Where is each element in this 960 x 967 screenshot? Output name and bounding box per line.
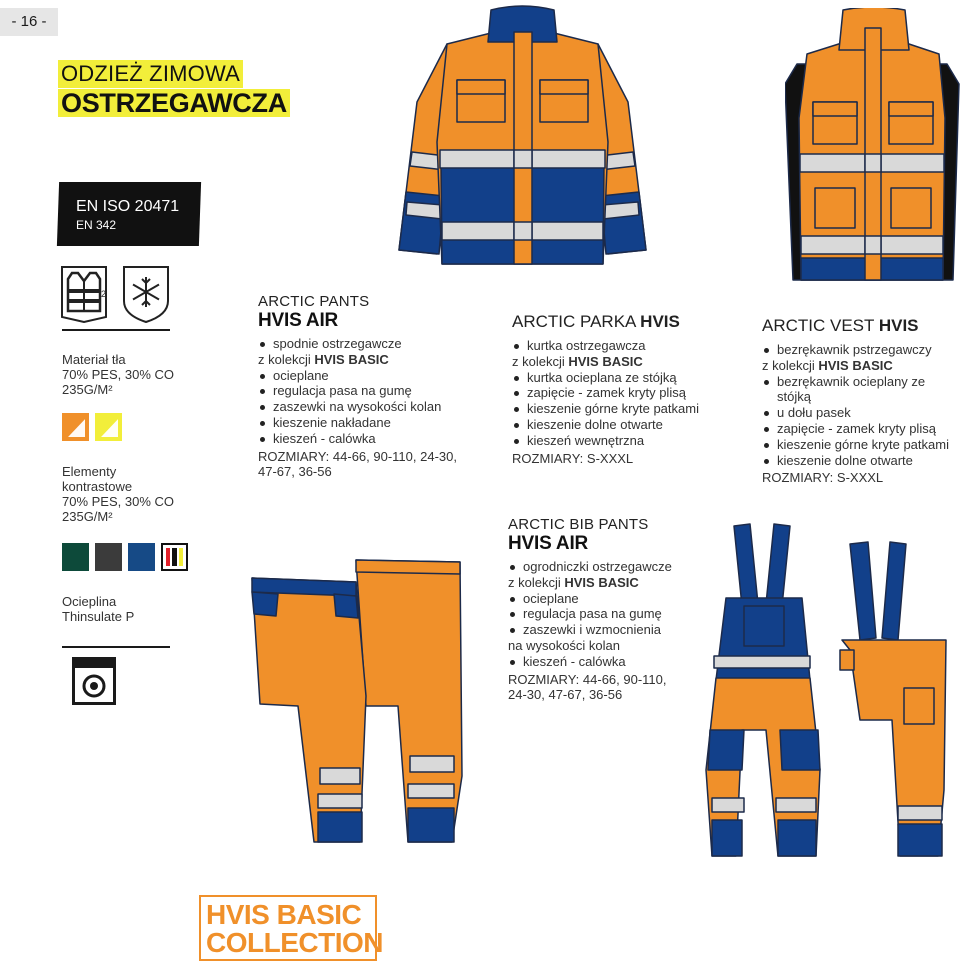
product-line: HVIS AIR bbox=[258, 310, 339, 331]
insulation-material: Ocieplina Thinsulate P bbox=[62, 594, 135, 624]
contrast-material: Elementy kontrastowe 70% PES, 30% CO 235G/M² bbox=[62, 464, 174, 524]
product-name: ARCTIC PANTS bbox=[258, 293, 370, 310]
page-title-line1: ODZIEŻ ZIMOWA bbox=[58, 60, 243, 88]
page-number: - 16 - bbox=[0, 8, 58, 36]
arctic-bib-pants-info: ARCTIC BIB PANTS HVIS AIR ogrodniczki ostrzegawcze z kolekcji HVIS BASIC ocieplane regulacja pasa na gumę zaszewki i wzmocnienia na wysokości kolan kieszeń - calówka ROZMIARY: 44-66, 90-110, 24-30, 47-67, 36-56 bbox=[508, 516, 708, 703]
logo-line2: COLLECTION bbox=[206, 927, 383, 958]
arctic-pants-illustration bbox=[248, 556, 466, 846]
standard-primary: EN ISO 20471 bbox=[76, 198, 180, 215]
graphite-color-swatch bbox=[95, 543, 122, 571]
divider bbox=[62, 329, 170, 331]
arctic-vest-illustration bbox=[785, 8, 960, 286]
washing-machine-icon bbox=[72, 657, 116, 705]
yellow-fabric-swatch bbox=[95, 413, 122, 441]
cold-protection-icon bbox=[120, 265, 172, 323]
arctic-bib-pants-illustration bbox=[700, 520, 960, 862]
standard-secondary: EN 342 bbox=[76, 218, 117, 232]
class-number: 2 bbox=[101, 289, 107, 299]
arctic-parka-illustration bbox=[395, 2, 650, 274]
product-name: ARCTIC BIB PANTS bbox=[508, 516, 649, 533]
arctic-vest-info: ARCTIC VEST HVIS bezrękawnik pstrzegawczy z kolekcji HVIS BASIC bezrękawnik ocieplany ze stójką u dołu pasek zapięcie - zamek kryty plisą kieszenie górne kryte patkami kieszenie dolne otwarte ROZMIARY: S-XXXL bbox=[762, 316, 960, 486]
arctic-pants-info: ARCTIC PANTS HVIS AIR spodnie ostrzegawcze z kolekcji HVIS BASIC ocieplane regulacja pasa na gumę zaszewki na wysokości kolan kieszenie nakładane kieszeń - calówka ROZMIARY: 44-66, 90-110, 24-30, 47-67, 36-56 bbox=[258, 293, 457, 480]
page-title-line2: OSTRZEGAWCZA bbox=[58, 88, 290, 119]
base-material: Materiał tła 70% PES, 30% CO 235G/M² bbox=[62, 352, 174, 397]
arctic-parka-info: ARCTIC PARKA HVIS kurtka ostrzegawcza z kolekcji HVIS BASIC kurtka ocieplana ze stójką zapięcie - zamek kryty plisą kieszenie górne kryte patkami kieszenie dolne otwarte kieszeń wewnętrzna ROZMIARY: S-XXXL bbox=[512, 312, 712, 466]
divider bbox=[62, 646, 170, 648]
green-color-swatch bbox=[62, 543, 89, 571]
product-name: ARCTIC PARKA HVIS bbox=[512, 312, 680, 331]
product-line: HVIS AIR bbox=[508, 533, 589, 554]
blue-color-swatch bbox=[128, 543, 155, 571]
product-name: ARCTIC VEST HVIS bbox=[762, 316, 919, 335]
logo-line1: HVIS BASIC bbox=[206, 899, 362, 930]
striped-color-swatch bbox=[161, 543, 188, 571]
orange-fabric-swatch bbox=[62, 413, 89, 441]
